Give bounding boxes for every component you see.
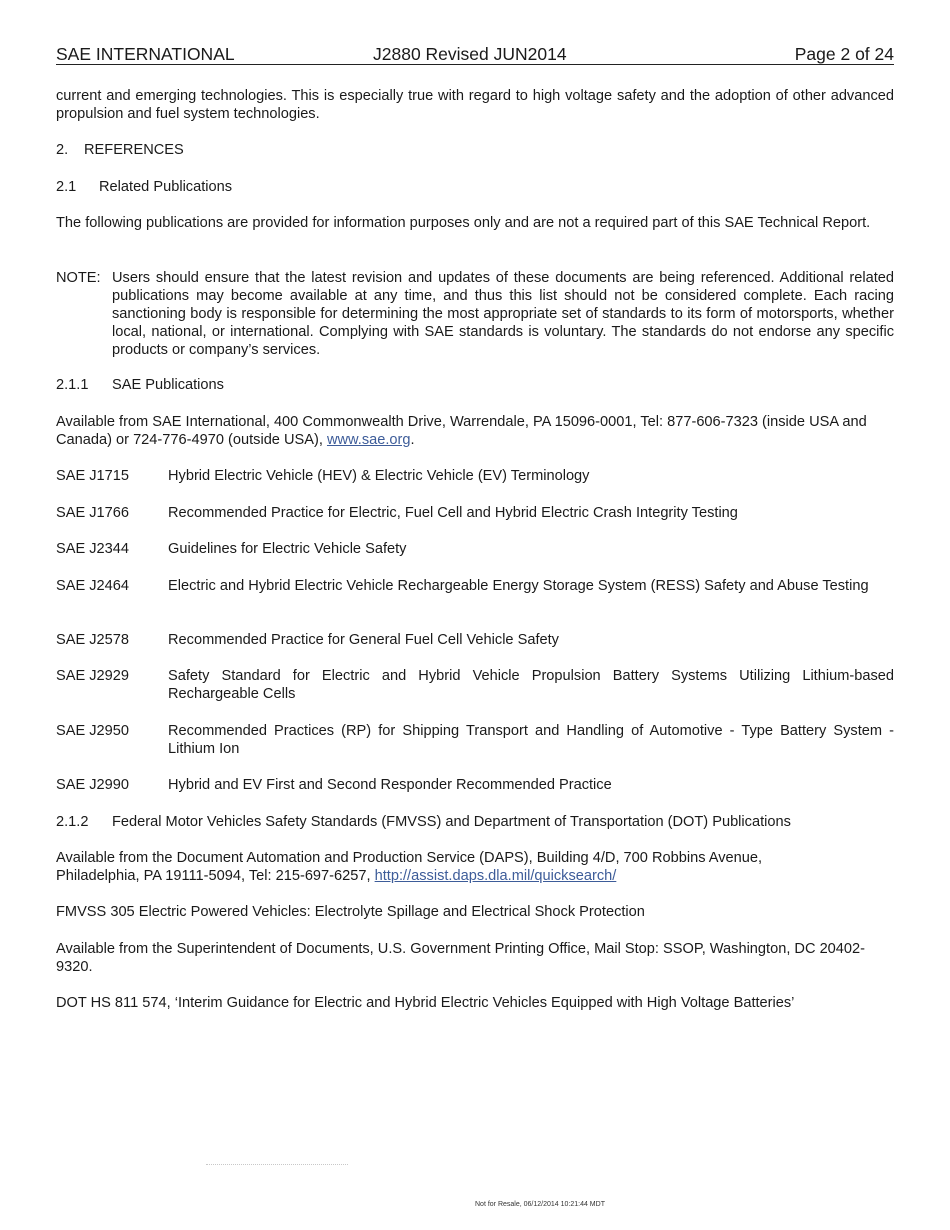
- fmvss-305-reference: FMVSS 305 Electric Powered Vehicles: Electrolyte Spillage and Electrical Shock Protection: [56, 904, 645, 920]
- reference-code: SAE J2344: [56, 541, 130, 557]
- reference-title: Recommended Practice for General Fuel Cell Vehicle Safety: [168, 632, 559, 648]
- header-doc-id: J2880 Revised JUN2014: [373, 44, 567, 64]
- sae-availability-text: Available from SAE International, 400 Commonwealth Drive, Warrendale, PA 15096-0001, Tel: 877-606-7323 (inside USA and Canada) or 724-776-4970 (outside USA),: [56, 414, 867, 448]
- reference-title: Electric and Hybrid Electric Vehicle Rechargeable Energy Storage System (RESS) Safety and Abuse Testing: [168, 578, 869, 594]
- reference-code: SAE J2929: [56, 668, 130, 684]
- section-2-1-1-heading: [56, 376, 894, 394]
- header-org: SAE INTERNATIONAL: [56, 44, 235, 64]
- section-2-heading: [56, 141, 894, 159]
- reference-title: Safety Standard for Electric and Hybrid Vehicle Propulsion Battery Systems Utilizing Lithium-based Rechargeable Cells: [168, 668, 894, 702]
- section-2-1-number: 2.1: [56, 179, 77, 195]
- note-text: Users should ensure that the latest revision and updates of these documents are being referenced. Additional related publications may become available at any time, and thus this list should not be considered complete. Each racing sanctioning body is responsible for determining the most appropriate set of standards to its form of motorsports, whether local, national, or international. Complying with SAE standards is voluntary. The standards do not endorse any specific products or company’s services.: [112, 270, 894, 358]
- reference-title: Recommended Practice for Electric, Fuel Cell and Hybrid Electric Crash Integrity Testing: [168, 505, 738, 521]
- header-page-number: Page 2 of 24: [794, 44, 894, 64]
- daps-quicksearch-link[interactable]: http://assist.daps.dla.mil/quicksearch/: [374, 868, 617, 884]
- daps-availability-line2: [56, 867, 894, 885]
- reference-code: SAE J2950: [56, 723, 130, 739]
- section-2-1-2-title: Federal Motor Vehicles Safety Standards (FMVSS) and Department of Transportation (DOT) Publications: [112, 814, 791, 830]
- note-label: NOTE:: [56, 270, 101, 286]
- section-2-number: 2.: [56, 142, 69, 158]
- reference-title: Hybrid Electric Vehicle (HEV) & Electric Vehicle (EV) Terminology: [168, 468, 590, 484]
- gpo-availability-paragraph: Available from the Superintendent of Documents, U.S. Government Printing Office, Mail Stop: SSOP, Washington, DC 20402-9320.: [56, 941, 866, 975]
- reference-title: Guidelines for Electric Vehicle Safety: [168, 541, 407, 557]
- section-2-1-heading: [56, 178, 894, 196]
- reference-title: Hybrid and EV First and Second Responder Recommended Practice: [168, 777, 612, 793]
- reference-code: SAE J1715: [56, 468, 130, 484]
- sae-website-link[interactable]: www.sae.org: [326, 432, 411, 448]
- reference-code: SAE J1766: [56, 505, 130, 521]
- section-2-1-1-title: SAE Publications: [112, 377, 224, 393]
- sae-availability-paragraph: [56, 413, 894, 449]
- section-2-1-1-number: 2.1.1: [56, 377, 89, 393]
- reference-title: Recommended Practices (RP) for Shipping Transport and Handling of Automotive - Type Battery System - Lithium Ion: [168, 723, 894, 757]
- scan-artifact-line: [206, 1164, 348, 1165]
- section-2-1-2-heading: [56, 813, 894, 831]
- reference-code: SAE J2578: [56, 632, 130, 648]
- section-2-1-2-number: 2.1.2: [56, 814, 89, 830]
- dot-hs-reference: DOT HS 811 574, ‘Interim Guidance for Electric and Hybrid Electric Vehicles Equipped with High Voltage Batteries’: [56, 995, 795, 1011]
- section-2-1-paragraph: The following publications are provided for information purposes only and are not a required part of this SAE Technical Report.: [56, 215, 871, 231]
- intro-continued-paragraph: current and emerging technologies. This is especially true with regard to high voltage safety and the adoption of other advanced propulsion and fuel system technologies.: [56, 88, 894, 122]
- daps-availability-line2-text: Philadelphia, PA 19111-5094, Tel: 215-697-6257,: [56, 868, 375, 884]
- sae-availability-tail: .: [410, 432, 415, 448]
- footer-resale-note: Not for Resale, 06/12/2014 10:21:44 MDT: [475, 1201, 605, 1208]
- section-2-1-title: Related Publications: [99, 179, 233, 195]
- reference-code: SAE J2464: [56, 578, 130, 594]
- daps-availability-paragraph: [56, 849, 894, 885]
- section-2-title: REFERENCES: [84, 142, 184, 158]
- page-header: [56, 44, 894, 65]
- daps-availability-line1: Available from the Document Automation and Production Service (DAPS), Building 4/D, 700 Robbins Avenue,: [56, 850, 763, 866]
- reference-code: SAE J2990: [56, 777, 130, 793]
